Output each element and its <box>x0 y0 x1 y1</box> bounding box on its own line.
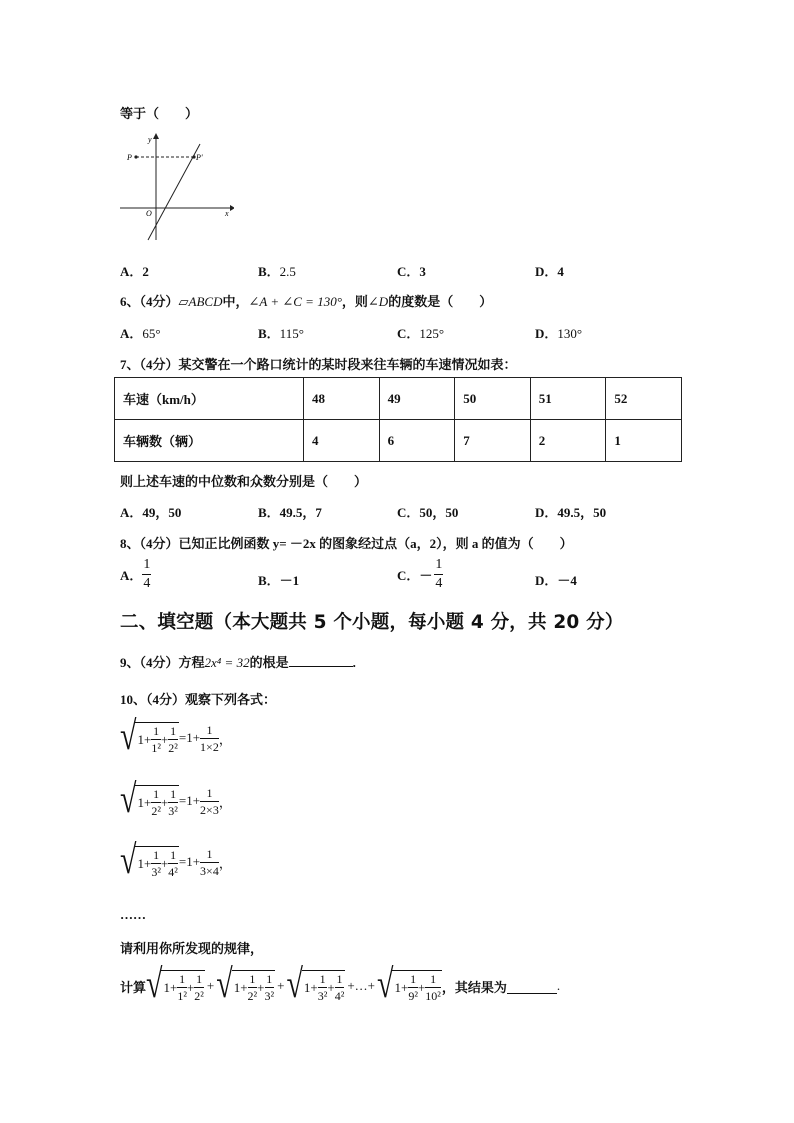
q9-answer-blank[interactable] <box>289 666 353 667</box>
denominator: 1² <box>177 989 187 1003</box>
q10-calculation: 计算 √ 1+ $\frac{1}{\text{1²}}$ + $\frac{1}{\text{2²}}$ + √ 1+ $\frac{1}{\text{2²}}$ + $\frac{1}{\text{3²}}$ + √ 1+ $\frac{1}{\text{3²}}$ + $\frac{1}{\text{4²}}$ +…+ √ 1+ $\frac{1}{\text{9²}}$ + $\frac{1}{\text{10²}}$ ，其结果为 . <box>120 961 561 1007</box>
option-label: B． <box>258 326 280 341</box>
option-label: D． <box>535 326 558 341</box>
option-label: A． <box>120 264 143 279</box>
q10-formula-1: √ 1+ $\frac{1}{\text{1²}}$ + $\frac{1}{\text{2²}}$ =1+ $\frac{1}{1\times 2}$ ， <box>120 713 232 759</box>
q6-stem <box>120 291 492 310</box>
denominator: 2² <box>194 989 204 1003</box>
minus-sign: － <box>419 568 433 583</box>
denominator: 3² <box>151 865 161 879</box>
option-value: 50，50 <box>419 505 459 520</box>
q9-end: . <box>352 655 356 670</box>
section-heading: 二、填空题（本大题共 5 个小题，每小题 4 分，共 20 分） <box>120 612 624 633</box>
fraction <box>142 558 151 591</box>
q5-graph-origin-label: O <box>146 209 152 218</box>
table-row <box>115 378 682 420</box>
option-value: 49.5，50 <box>557 505 607 520</box>
table-row <box>115 420 682 462</box>
denominator: 2² <box>168 741 178 755</box>
denominator: 1² <box>151 741 161 755</box>
table-cell: 2 <box>530 420 606 462</box>
q10-ellipsis: …… <box>120 907 146 922</box>
option-label: D． <box>535 573 558 588</box>
q9-suffix: 的根是 <box>249 655 289 670</box>
denominator: 4 <box>435 576 443 591</box>
q6-option-a[interactable] <box>120 323 161 342</box>
q7-option-d[interactable] <box>535 502 606 521</box>
q5-graph <box>118 130 234 246</box>
denominator: 4 <box>143 576 151 591</box>
sqrt: √ 1+ $\frac{1}{\text{9²}}$ + $\frac{1}{\text{10²}}$ <box>377 961 441 1007</box>
q10-hint: 请利用你所发现的规律， <box>120 941 264 956</box>
option-value: 2 <box>142 264 149 279</box>
option-value: 125° <box>419 326 445 341</box>
option-label: A． <box>120 505 143 520</box>
table-cell: 48 <box>304 378 380 420</box>
calc-dots: +…+ <box>347 978 375 993</box>
q7-followup: 则上述车速的中位数和众数分别是（ ） <box>120 474 368 489</box>
q8-stem: 8、（4分）已知正比例函数 y= －2x 的图象经过点（a，2），则 a 的值为（ ） <box>120 536 573 551</box>
q9-equation: 2x⁴ = 32 <box>204 655 250 670</box>
q6-option-c[interactable] <box>397 323 444 342</box>
q10-answer-blank[interactable] <box>507 979 557 994</box>
option-value: －1 <box>279 573 300 588</box>
sqrt: √ 1+ $\frac{1}{\text{3²}}$ + $\frac{1}{\text{4²}}$ <box>120 837 178 883</box>
sqrt: √ 1+ $\frac{1}{\text{2²}}$ + $\frac{1}{\text{3²}}$ <box>216 961 275 1007</box>
q5-option-d[interactable] <box>535 261 564 280</box>
q5-graph-pprime-label: P' <box>196 153 203 162</box>
denominator: 3² <box>168 804 178 818</box>
table-cell: 4 <box>304 420 380 462</box>
option-value: 130° <box>557 326 583 341</box>
denominator: 2×3 <box>200 802 219 817</box>
option-label: A． <box>120 568 143 583</box>
option-label: C． <box>397 505 420 520</box>
q9-prefix: 9、（4分）方程 <box>120 655 205 670</box>
q6-parallelogram: ▱ABCD <box>178 294 223 309</box>
denominator: 10² <box>425 989 441 1003</box>
q10-formula-2: √ 1+ $\frac{1}{\text{2²}}$ + $\frac{1}{\text{3²}}$ =1+ $\frac{1}{2\times 3}$ ， <box>120 776 232 822</box>
q7-option-c[interactable] <box>397 502 458 521</box>
sqrt: √ 1+ $\frac{1}{\text{1²}}$ + $\frac{1}{\text{2²}}$ <box>146 961 204 1007</box>
option-value: －4 <box>557 573 577 588</box>
sqrt: √ 1+ $\frac{1}{\text{3²}}$ + $\frac{1}{\text{4²}}$ <box>286 961 345 1007</box>
q5-graph-x-label: x <box>225 209 229 218</box>
q10-stem: 10、（4分）观察下列各式： <box>120 692 277 707</box>
denominator: 4² <box>168 865 178 879</box>
denominator: 2² <box>247 989 258 1003</box>
table-cell: 50 <box>455 378 531 420</box>
q7-speed-table <box>114 377 682 462</box>
table-cell: 7 <box>455 420 531 462</box>
option-label: B． <box>258 505 280 520</box>
table-cell: 1 <box>606 420 682 462</box>
numerator: 1 <box>142 558 151 575</box>
option-value: 49.5，7 <box>279 505 322 520</box>
q5-graph-y-label: y <box>148 135 152 144</box>
table-cell: 6 <box>379 420 455 462</box>
q6-prefix: 6、（4分） <box>120 294 179 309</box>
option-label: C． <box>397 264 420 279</box>
q6-option-b[interactable] <box>258 323 304 342</box>
denominator: 2² <box>151 804 161 818</box>
denominator: 9² <box>408 989 418 1003</box>
numerator: 1 <box>434 558 443 575</box>
q7-option-b[interactable] <box>258 502 322 521</box>
denominator: 3² <box>264 989 275 1003</box>
q5-option-a[interactable] <box>120 261 149 280</box>
table-cell: 52 <box>606 378 682 420</box>
table-cell: 51 <box>530 378 606 420</box>
option-value: 4 <box>557 264 564 279</box>
q8-option-a[interactable] <box>120 558 151 591</box>
q10-end: . <box>556 978 561 993</box>
denominator: 1×2 <box>200 739 219 754</box>
option-value: 65° <box>142 326 161 341</box>
table-header-count: 车辆数（辆） <box>115 420 304 462</box>
q7-option-a[interactable] <box>120 502 181 521</box>
q8-option-d[interactable] <box>535 570 577 589</box>
denominator: 3×4 <box>200 863 219 878</box>
q5-stem-end: 等于（ ） <box>120 106 199 121</box>
table-cell: 49 <box>379 378 455 420</box>
option-value: 3 <box>419 264 426 279</box>
option-value: 49，50 <box>142 505 182 520</box>
option-label: D． <box>535 505 558 520</box>
q6-mid: 中， <box>222 294 249 309</box>
option-label: A． <box>120 326 143 341</box>
option-label: C． <box>397 568 420 583</box>
q6-angle: ∠D <box>367 294 389 309</box>
q10-formula-3: √ 1+ $\frac{1}{\text{3²}}$ + $\frac{1}{\text{4²}}$ =1+ $\frac{1}{3\times 4}$ ， <box>120 837 232 883</box>
denominator: 3² <box>317 989 328 1003</box>
option-label: B． <box>258 573 280 588</box>
fraction <box>434 558 443 591</box>
q6-condition: ∠A + ∠C = 130° <box>248 294 342 309</box>
denominator: 4² <box>334 989 345 1003</box>
option-value: 115° <box>279 326 304 341</box>
q9-stem <box>120 652 356 671</box>
table-header-speed: 车速（km/h） <box>115 378 304 420</box>
q5-graph-p-label: P <box>127 153 132 162</box>
calc-suffix: ，其结果为 <box>441 979 507 995</box>
q8-option-c[interactable] <box>397 558 443 591</box>
sqrt: √ 1+ $\frac{1}{\text{1²}}$ + $\frac{1}{\text{2²}}$ <box>120 713 178 759</box>
option-label: B． <box>258 264 280 279</box>
sqrt: √ 1+ $\frac{1}{\text{2²}}$ + $\frac{1}{\text{3²}}$ <box>120 776 178 822</box>
q8-option-b[interactable] <box>258 570 299 589</box>
q6-rest: ，则 <box>341 294 368 309</box>
calc-prefix: 计算 <box>120 979 147 995</box>
option-label: D． <box>535 264 558 279</box>
q6-end: 的度数是（ ） <box>388 294 493 309</box>
q6-option-d[interactable] <box>535 323 582 342</box>
q7-stem: 7、（4分）某交警在一个路口统计的某时段来往车辆的车速情况如表： <box>120 357 517 372</box>
option-label: C． <box>397 326 420 341</box>
q5-option-c[interactable] <box>397 261 426 280</box>
option-value: 2.5 <box>279 264 296 279</box>
q5-option-b[interactable] <box>258 261 296 280</box>
